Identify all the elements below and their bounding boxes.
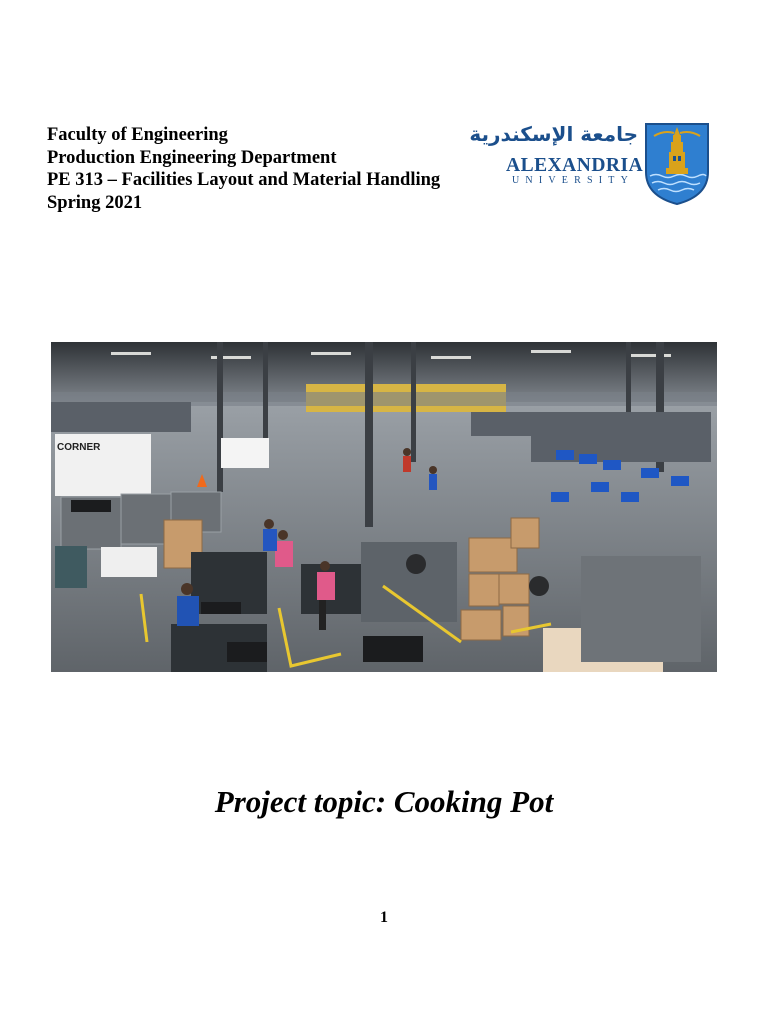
document-header: [47, 124, 440, 214]
department-line: Production Engineering Department: [47, 147, 337, 168]
logo-subtitle: UNIVERSITY: [512, 175, 634, 186]
logo-arabic-name: جامعة الإسكندرية: [469, 122, 638, 146]
factory-floor-photo: [51, 342, 717, 672]
lighthouse-crest-icon: [644, 122, 710, 206]
term-line: Spring 2021: [47, 192, 143, 213]
photo-sign-text: CORNER: [57, 442, 101, 453]
course-line: PE 313 – Facilities Layout and Material Handling: [47, 170, 441, 190]
logo-name: ALEXANDRIA: [506, 155, 644, 176]
faculty-line: Faculty of Engineering: [47, 125, 228, 145]
page-number: 1: [380, 909, 388, 926]
project-topic: Project topic: Cooking Pot: [214, 784, 554, 819]
alexandria-university-logo: [469, 122, 710, 206]
